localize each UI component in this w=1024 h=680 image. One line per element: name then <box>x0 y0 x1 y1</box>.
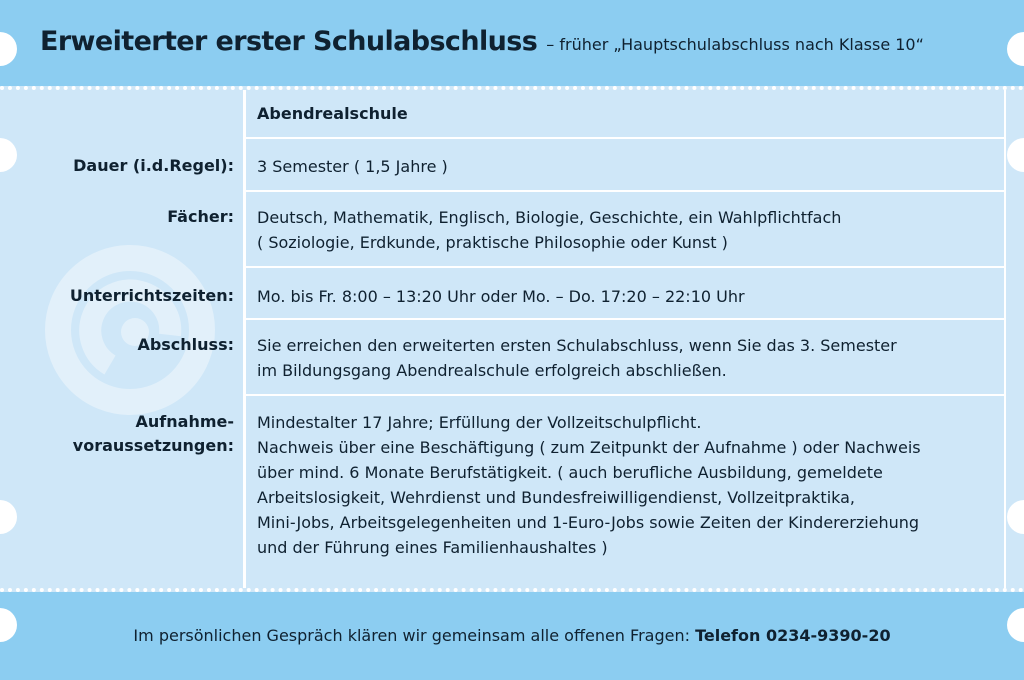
row-separator <box>246 137 1006 139</box>
value-line: 3 Semester ( 1,5 Jahre ) <box>257 157 448 176</box>
title-main: Erweiterter erster Schulabschluss <box>40 26 538 57</box>
value-line: über mind. 6 Monate Berufstätigkeit. ( auch berufliche Ausbildung, gemeldete <box>257 463 883 482</box>
notch-right <box>1007 138 1024 172</box>
page-title <box>40 26 924 57</box>
footer-text <box>0 626 1024 645</box>
footer-message: Im persönlichen Gespräch klären wir gemeinsam alle offenen Fragen: <box>133 626 690 645</box>
value-dauer <box>257 154 997 179</box>
footer-band <box>0 592 1024 680</box>
value-line: Arbeitslosigkeit, Wehrdienst und Bundesfreiwilligendienst, Vollzeitpraktika, <box>257 488 856 507</box>
label-unterrichtszeiten: Unterrichtszeiten: <box>69 286 234 305</box>
value-line: Mini-Jobs, Arbeitsgelegenheiten und 1-Euro-Jobs sowie Zeiten der Kindererziehung <box>257 513 920 532</box>
value-line: Sie erreichen den erweiterten ersten Schulabschluss, wenn Sie das 3. Semester <box>257 336 897 355</box>
value-faecher <box>257 205 997 255</box>
notch-right <box>1007 500 1024 534</box>
label-faecher: Fächer: <box>167 207 234 226</box>
value-abschluss <box>257 333 997 383</box>
label-aufnahmevoraussetzungen <box>73 410 234 458</box>
logo-watermark-icon <box>40 240 220 420</box>
value-line: ( Soziologie, Erdkunde, praktische Philosophie oder Kunst ) <box>257 233 728 252</box>
value-line: im Bildungsgang Abendrealschule erfolgreich abschließen. <box>257 361 727 380</box>
value-line: Deutsch, Mathematik, Englisch, Biologie, Geschichte, ein Wahlpflichtfach <box>257 208 842 227</box>
notch-left <box>0 138 17 172</box>
value-unterrichtszeiten <box>257 284 997 309</box>
column-heading: Abendrealschule <box>257 104 408 123</box>
label-line: Aufnahme- <box>135 412 234 431</box>
notch-left <box>0 500 17 534</box>
table-right-edge <box>1004 90 1006 588</box>
row-separator <box>246 190 1006 192</box>
value-line: und der Führung eines Familienhaushaltes ) <box>257 538 608 557</box>
row-separator <box>246 394 1006 396</box>
value-line: Mindestalter 17 Jahre; Erfüllung der Vollzeitschulpflicht. <box>257 413 702 432</box>
column-divider <box>243 90 246 588</box>
label-dauer: Dauer (i.d.Regel): <box>73 156 234 175</box>
row-separator <box>246 318 1006 320</box>
label-abschluss: Abschluss: <box>137 335 234 354</box>
perforation-top <box>0 86 1024 90</box>
label-line: voraussetzungen: <box>72 436 234 455</box>
title-subtitle: – früher „Hauptschulabschluss nach Klasse 10“ <box>546 35 924 54</box>
value-line: Mo. bis Fr. 8:00 – 13:20 Uhr oder Mo. – Do. 17:20 – 22:10 Uhr <box>257 287 745 306</box>
value-line: Nachweis über eine Beschäftigung ( zum Zeitpunkt der Aufnahme ) oder Nachweis <box>257 438 921 457</box>
footer-phone: Telefon 0234-9390-20 <box>695 626 891 645</box>
header-band <box>0 0 1024 86</box>
row-separator <box>246 266 1006 268</box>
value-aufnahmevoraussetzungen <box>257 410 997 560</box>
